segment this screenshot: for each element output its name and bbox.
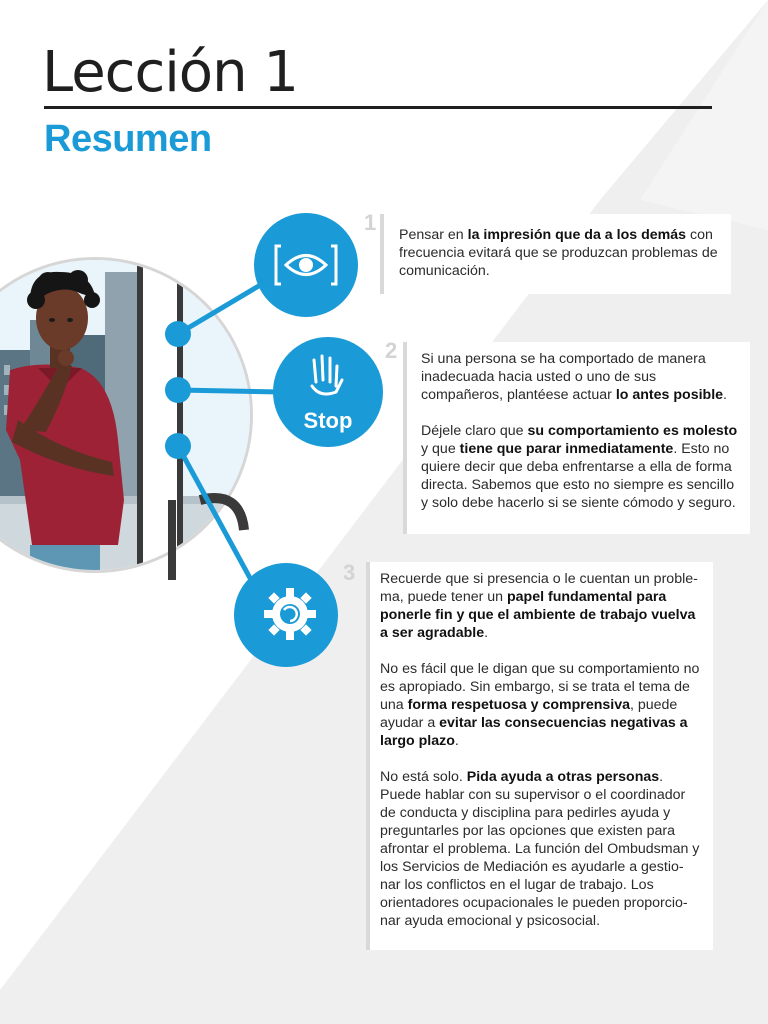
body-text: . — [723, 387, 727, 403]
body-text: Recuerde que si presencia o le cuentan un proble-ma, puede tener un — [380, 571, 698, 605]
body-text: . Esto no quiere decir que deba enfrentarse a ella de forma directa. Sabemos que esto no siempre es sencillo y solo debe hacerlo si se siente cómodo y seguro. — [421, 441, 736, 511]
emphasis-text: tiene que parar inmediatamente — [459, 441, 674, 457]
step-2-paragraph-1 — [421, 350, 740, 404]
stop-hand-icon — [273, 337, 383, 447]
body-text: con frecuencia evitará que se produzcan problemas de comunicación. — [399, 227, 718, 279]
emphasis-text: evitar las consecuencias negativas a largo plazo — [380, 715, 688, 749]
emphasis-text: papel fundamental para ponerle fin y que el ambiente de trabajo vuelva a ser agradable — [380, 589, 696, 641]
body-text: y que — [421, 441, 460, 457]
body-text: . Puede hablar con su supervisor o el coordinador de conducta y disciplina para pedirles ayuda y preguntarles por las opciones que existen para afrontar el problema. La función del Ombudsman y los Servicios de Mediación es ayudarle a gestio-nar los conflictos en el lugar de trabajo. Los orientadores ocupacionales le pueden proporcio-nar ayuda emocional y psicosocial. — [380, 769, 700, 929]
page-title: Lección 1 — [42, 40, 298, 105]
step-1-paragraph-1 — [399, 226, 719, 280]
emphasis-text: forma respetuosa y comprensiva — [407, 697, 630, 713]
step-3-paragraph-3 — [380, 768, 703, 930]
illustration — [0, 200, 420, 680]
body-text: , puede ayudar a — [380, 697, 678, 731]
emphasis-text: lo antes posible — [615, 387, 724, 403]
gear-icon — [234, 563, 338, 667]
body-text: . — [454, 733, 459, 749]
step-bar-1 — [380, 214, 384, 294]
step-3-paragraph-1 — [380, 570, 703, 642]
step-card-2 — [407, 342, 750, 534]
body-text: . — [484, 625, 489, 641]
eye-icon — [254, 213, 358, 317]
emphasis-text: su comportamiento es molesto — [527, 423, 738, 439]
step-number-1: 1 — [364, 210, 377, 235]
body-text: Pensar en — [399, 227, 468, 243]
body-text: No está solo. — [380, 769, 467, 785]
svg-text:Stop: Stop — [303, 408, 353, 433]
step-card-1 — [388, 214, 731, 294]
step-number-2: 2 — [385, 338, 398, 363]
step-3-paragraph-2 — [380, 660, 703, 750]
step-card-3 — [370, 562, 713, 950]
step-number-3: 3 — [343, 560, 356, 585]
page-subtitle: Resumen — [44, 118, 212, 160]
body-text: Déjele claro que — [421, 423, 528, 439]
title-divider — [44, 106, 712, 109]
body-text: No es fácil que le digan que su comportamiento no es apropiado. Sin embargo, si se trata el tema de una — [380, 661, 700, 713]
emphasis-text: Pida ayuda a otras personas — [466, 769, 660, 785]
emphasis-text: la impresión que da a los demás — [467, 227, 687, 243]
body-text: Si una persona se ha comportado de manera inadecuada hacia usted o uno de sus compañeros, plantéese actuar — [421, 351, 706, 403]
step-2-paragraph-2 — [421, 422, 740, 512]
